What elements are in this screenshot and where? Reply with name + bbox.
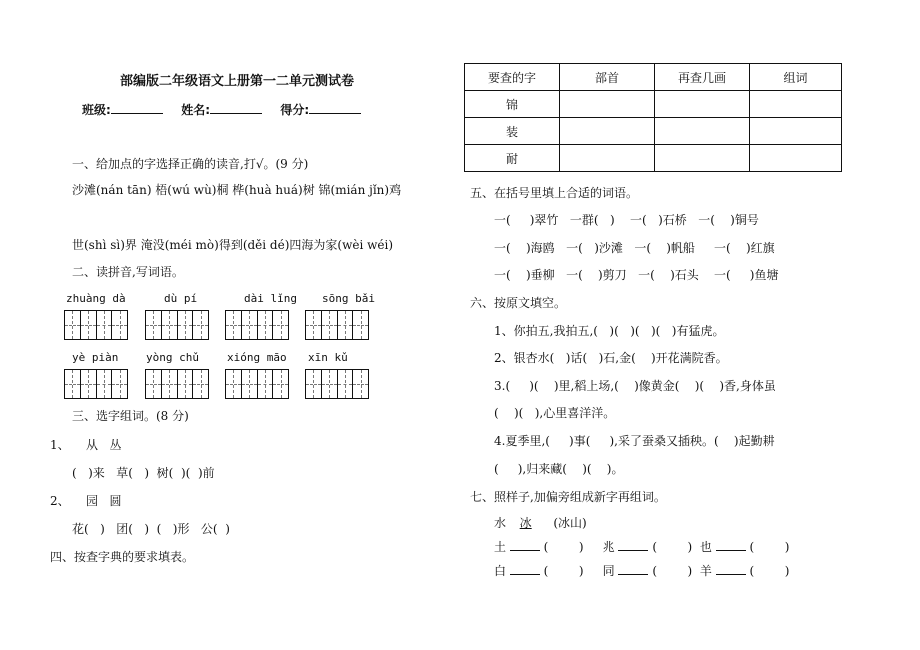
page-title: 部编版二年级语文上册第一二单元测试卷: [120, 74, 355, 89]
writing-grid-3[interactable]: [225, 310, 289, 340]
score-label: 得分:: [280, 103, 310, 117]
q1-heading: 一、给加点的字选择正确的读音,打√。(9 分): [72, 157, 309, 171]
q7-base-char: 羊: [699, 564, 712, 578]
table-char-cell: 耐: [465, 145, 560, 172]
q3-heading: 三、选字组词。(8 分): [72, 409, 189, 423]
q7-blank[interactable]: [618, 563, 648, 575]
q6-line1: 1、你拍五,我拍五,( )( )( )( )有猛虎。: [494, 324, 725, 338]
score-blank[interactable]: [309, 102, 361, 114]
q5-line3: 一( )垂柳 一( )剪刀 一( )石头 一( )鱼塘: [494, 268, 779, 282]
name-blank[interactable]: [210, 102, 262, 114]
q7-paren: ( ): [543, 540, 584, 554]
pinyin-6: yòng chǔ: [146, 351, 199, 364]
table-char-cell: 装: [465, 118, 560, 145]
q7-row2: [494, 562, 789, 579]
q7-blank[interactable]: [510, 539, 540, 551]
q7-blank[interactable]: [716, 539, 746, 551]
pinyin-5: yè piàn: [72, 351, 119, 364]
q6-line5: 4.夏季里,( )事( ),采了蚕桑又插秧。( )起勤耕: [494, 434, 775, 448]
q7-blank[interactable]: [510, 563, 540, 575]
q7-heading: 七、照样子,加偏旁组成新字再组词。: [470, 490, 666, 504]
q5-heading: 五、在括号里填上合适的词语。: [470, 186, 639, 200]
table-header-cell: 要查的字: [465, 64, 560, 91]
q6-line6: ( ),归来藏( )( )。: [494, 462, 624, 476]
q7-paren: ( ): [652, 564, 693, 578]
q3-item2-num: 2、: [50, 494, 70, 508]
q5-line1: 一( )翠竹 一群( ) 一( )石桥 一( )铜号: [494, 213, 759, 227]
table-row: [465, 145, 842, 172]
name-label: 姓名:: [181, 103, 210, 117]
table-row: [465, 91, 842, 118]
table-header-row: [465, 64, 842, 91]
table-row: [465, 118, 842, 145]
writing-grid-7[interactable]: [225, 369, 289, 399]
class-label: 班级:: [82, 103, 111, 117]
q3-item2-fill: 花( ) 团( ) ( )形 公( ): [72, 522, 230, 536]
table-answer-cell[interactable]: [560, 91, 655, 118]
q4-heading: 四、按查字典的要求填表。: [50, 550, 195, 564]
pinyin-3: dài lǐng: [244, 292, 297, 305]
q1-line1: 沙滩(nán tān) 梧(wú wù)桐 桦(huà huá)树 锦(mián jǐn)鸡: [72, 183, 402, 197]
pinyin-1: zhuàng dà: [66, 292, 126, 305]
q3-item1-fill: ( )来 草( ) 树( )( )前: [72, 466, 215, 480]
q7-base-char: 白: [494, 564, 507, 578]
writing-grid-6[interactable]: [145, 369, 209, 399]
q7-base-char: 同: [602, 564, 615, 578]
writing-grid-2[interactable]: [145, 310, 209, 340]
table-char-cell: 锦: [465, 91, 560, 118]
class-field: [82, 101, 361, 118]
table-header-cell: 部首: [560, 64, 655, 91]
table-answer-cell[interactable]: [655, 145, 750, 172]
q7-row1: [494, 538, 789, 555]
writing-grid-4[interactable]: [305, 310, 369, 340]
table-answer-cell[interactable]: [750, 145, 842, 172]
q7-base-char: 也: [699, 540, 712, 554]
q3-item1-chars: 从 丛: [86, 438, 122, 452]
q7-paren: ( ): [652, 540, 693, 554]
table-answer-cell[interactable]: [560, 145, 655, 172]
q1-line2: 世(shì sì)界 淹没(méi mò)得到(děi dé)四海为家(wèi wéi): [72, 238, 393, 252]
q7-paren: ( ): [749, 540, 790, 554]
pinyin-8: xīn kǔ: [308, 351, 348, 364]
example-new-char: 冰: [519, 516, 532, 530]
table-header-cell: 再查几画: [655, 64, 750, 91]
example-base-char: 水: [494, 516, 507, 530]
q3-item2-chars: 园 圆: [86, 494, 122, 508]
q7-blank[interactable]: [618, 539, 648, 551]
q5-line2: 一( )海鸥 一( )沙滩 一( )帆船 一( )红旗: [494, 241, 775, 255]
table-answer-cell[interactable]: [655, 118, 750, 145]
class-blank[interactable]: [111, 102, 163, 114]
q6-line3: 3.( )( )里,稻上场,( )像黄金( )( )香,身体虽: [494, 379, 776, 393]
q7-base-char: 兆: [602, 540, 615, 554]
table-header-cell: 组词: [750, 64, 842, 91]
q6-line2: 2、银杏水( )话( )石,金( )开花满院香。: [494, 351, 728, 365]
pinyin-4: sōng bǎi: [322, 292, 375, 305]
example-word: (冰山): [553, 516, 587, 530]
table-answer-cell[interactable]: [655, 91, 750, 118]
q7-example: [494, 514, 587, 531]
pinyin-2: dù pí: [164, 292, 198, 305]
table-answer-cell[interactable]: [560, 118, 655, 145]
writing-grid-5[interactable]: [64, 369, 128, 399]
pinyin-7: xióng māo: [227, 351, 287, 364]
q7-paren: ( ): [543, 564, 584, 578]
q2-heading: 二、读拼音,写词语。: [72, 265, 184, 279]
q7-base-char: 土: [494, 540, 507, 554]
q7-blank[interactable]: [716, 563, 746, 575]
writing-grid-8[interactable]: [305, 369, 369, 399]
q6-line4: ( )( ),心里喜洋洋。: [494, 406, 616, 420]
table-answer-cell[interactable]: [750, 91, 842, 118]
q6-heading: 六、按原文填空。: [470, 296, 567, 310]
dictionary-lookup-table: [464, 63, 842, 172]
table-answer-cell[interactable]: [750, 118, 842, 145]
q7-paren: ( ): [749, 564, 790, 578]
q3-item1-num: 1、: [50, 438, 70, 452]
writing-grid-1[interactable]: [64, 310, 128, 340]
